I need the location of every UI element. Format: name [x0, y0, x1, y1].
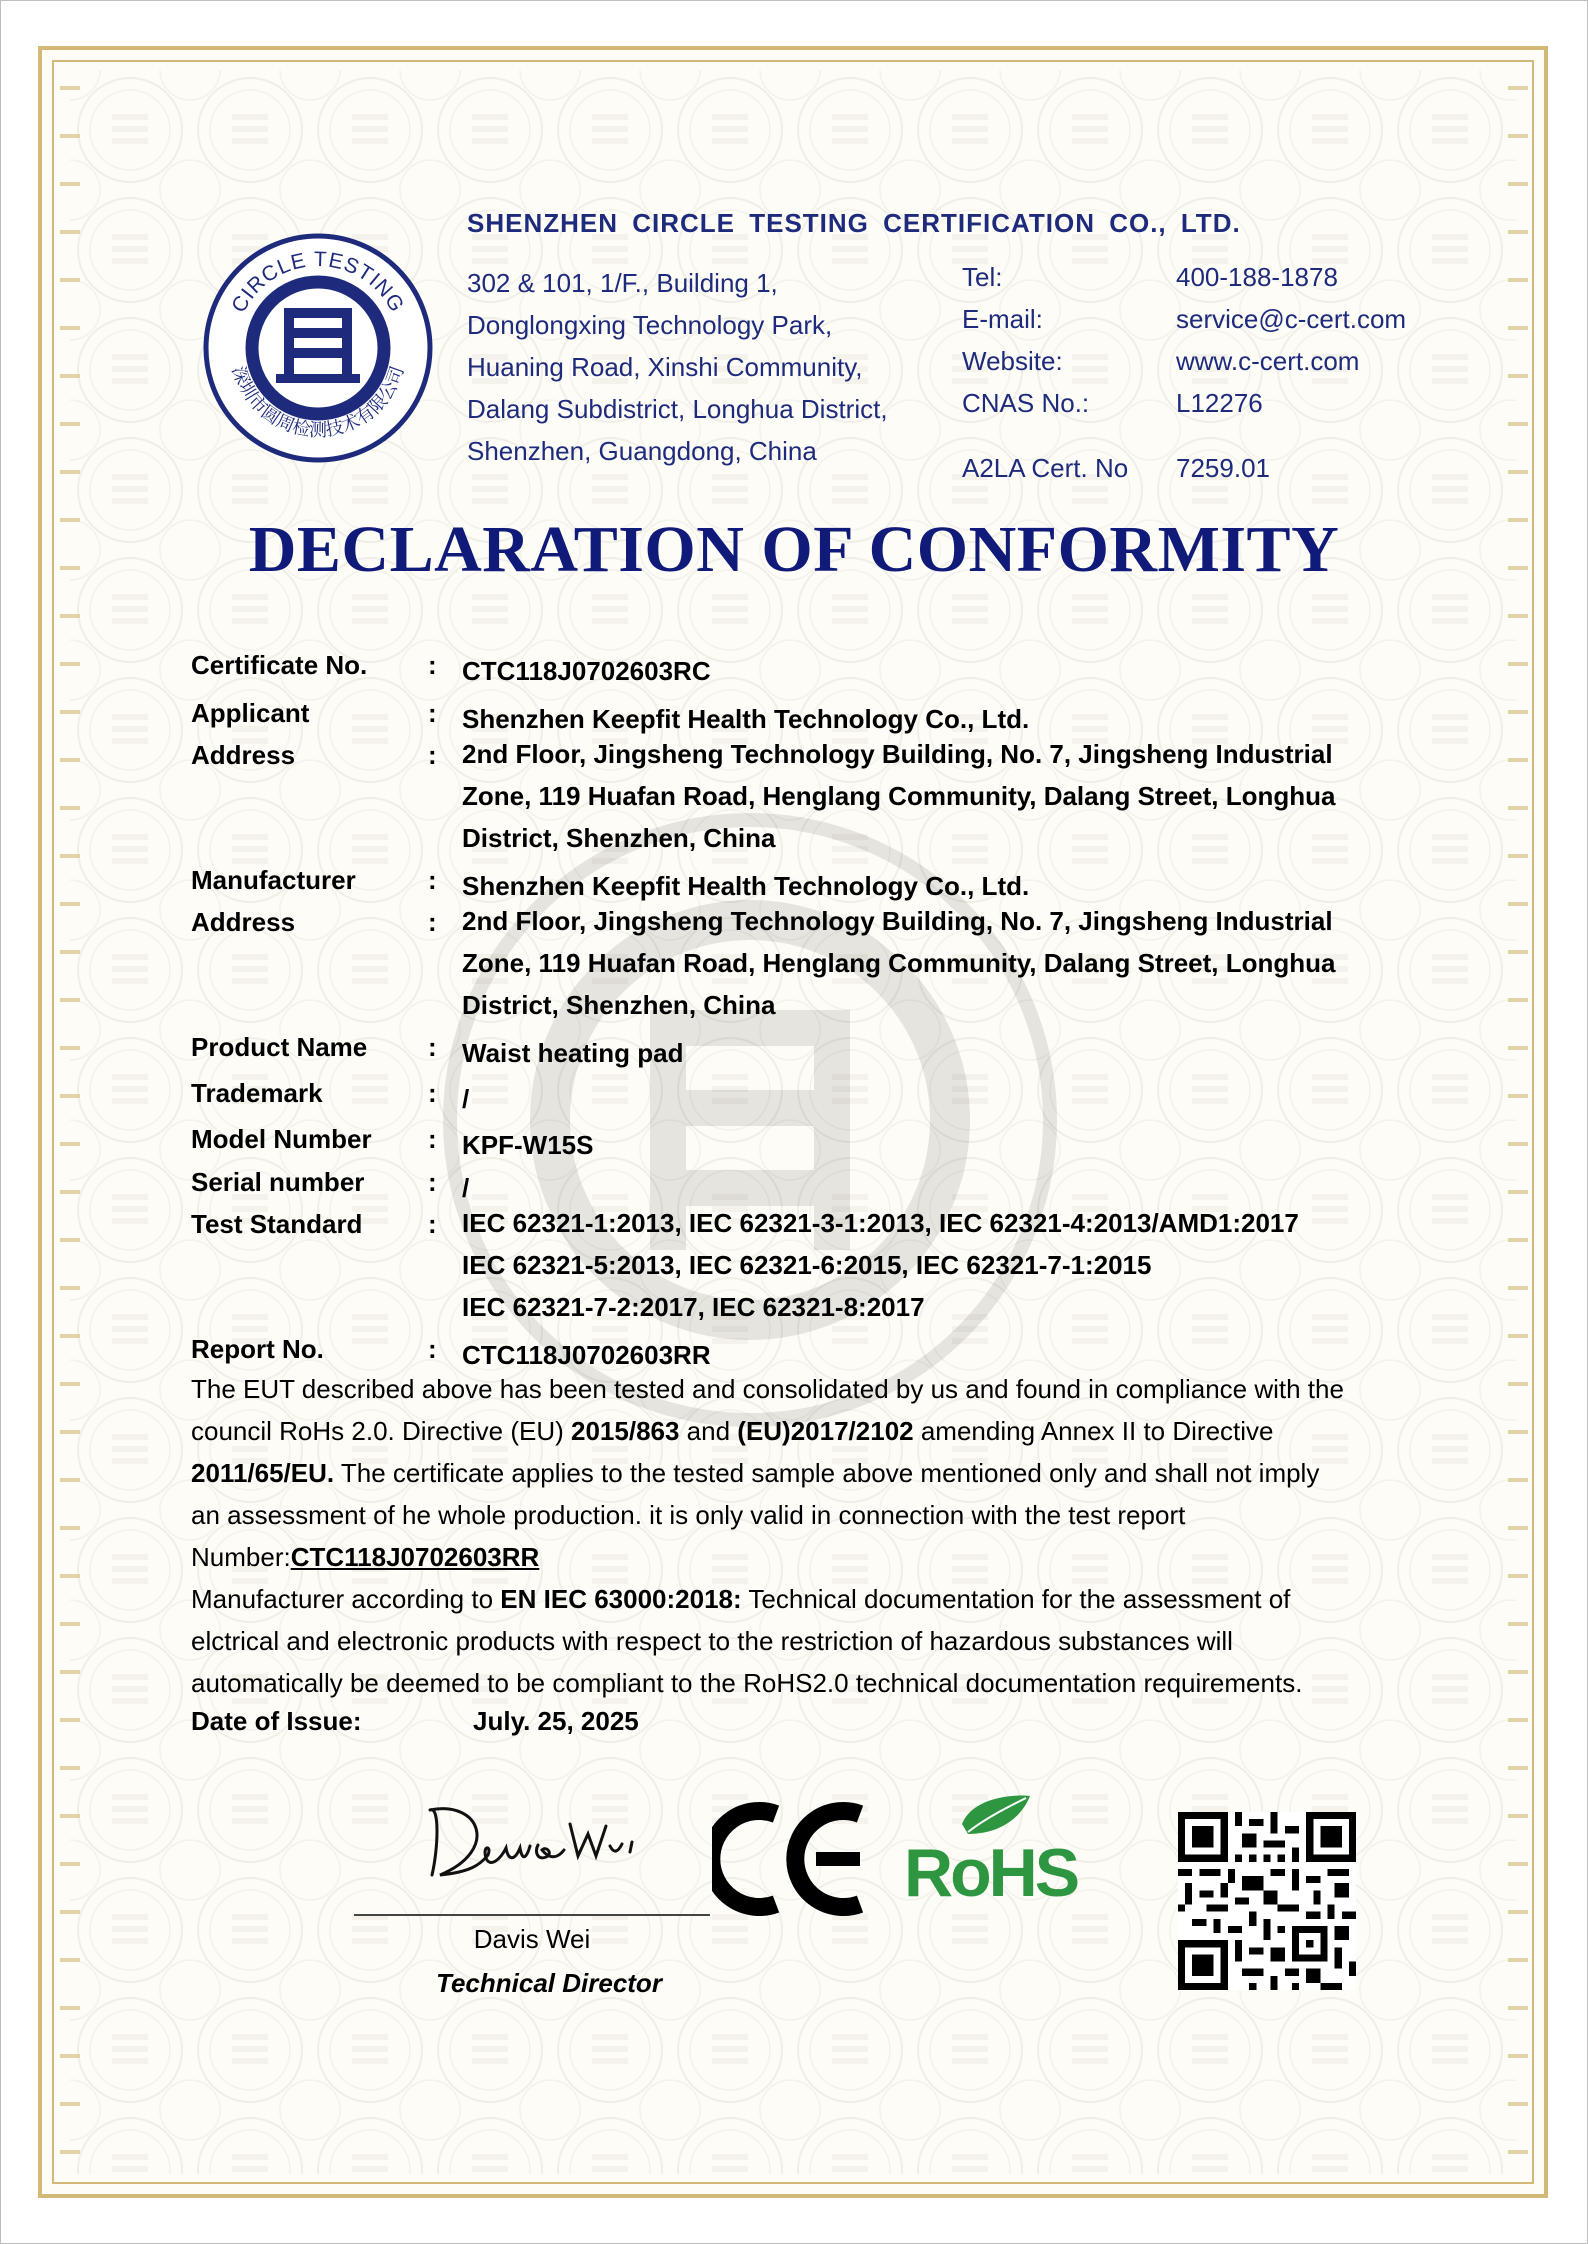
statement-text: Manufacturer according to — [191, 1584, 501, 1614]
company-name: SHENZHEN CIRCLE TESTING CERTIFICATION CO., LTD. — [467, 208, 1241, 238]
standard-line: IEC 62321-7-2:2017, IEC 62321-8:2017 — [462, 1292, 925, 1322]
address-line: Huaning Road, Xinshi Community, — [467, 352, 863, 382]
standard-ref: EN IEC 63000:2018: — [500, 1584, 742, 1614]
statement-text: elctrical and electronic products with respect to the restriction of hazardous substances will — [191, 1626, 1233, 1656]
field-value: Shenzhen Keepfit Health Technology Co., Ltd. — [462, 704, 1030, 734]
statement-line — [191, 1620, 1451, 1662]
directive-ref: (EU)2017/2102 — [737, 1416, 914, 1446]
field-label: Address — [191, 907, 296, 937]
date-of-issue-label: Date of Issue: — [191, 1706, 362, 1736]
directive-ref: 2015/863 — [571, 1416, 680, 1446]
report-number-ref: CTC118J0702603RR — [290, 1542, 540, 1572]
field-value: Waist heating pad — [462, 1038, 684, 1068]
field-label: Applicant — [191, 698, 310, 728]
address-line: Dalang Subdistrict, Longhua District, — [467, 394, 888, 424]
document-title: DECLARATION OF CONFORMITY — [248, 513, 1340, 586]
address-line: District, Shenzhen, China — [462, 823, 776, 853]
field-value: CTC118J0702603RC — [462, 656, 711, 686]
address-line: Zone, 119 Huafan Road, Henglang Community, Dalang Street, Longhua — [462, 781, 1336, 811]
field-colon: : — [428, 1032, 437, 1062]
contact-label: Tel: — [962, 262, 1003, 292]
statement-line — [191, 1578, 1451, 1620]
field-value: Shenzhen Keepfit Health Technology Co., Ltd. — [462, 871, 1030, 901]
ce-mark-icon — [712, 1800, 868, 1918]
field-colon: : — [428, 1078, 437, 1108]
address-line: Zone, 119 Huafan Road, Henglang Community, Dalang Street, Longhua — [462, 948, 1336, 978]
statement-text: and — [679, 1416, 738, 1446]
contact-label: E-mail: — [962, 304, 1043, 334]
compliance-statement — [191, 1368, 1451, 1704]
address-line: Shenzhen, Guangdong, China — [467, 436, 817, 466]
signature-icon — [410, 1790, 650, 1890]
contact-value: 7259.01 — [1176, 453, 1270, 483]
field-colon: : — [428, 650, 437, 680]
address-line: 2nd Floor, Jingsheng Technology Building, No. 7, Jingsheng Industrial — [462, 906, 1333, 936]
contact-value: www.c-cert.com — [1176, 346, 1360, 376]
contact-label: A2LA Cert. No — [962, 453, 1129, 483]
field-value: / — [462, 1084, 470, 1114]
qr-code-icon — [1178, 1812, 1356, 1990]
standard-line: IEC 62321-5:2013, IEC 62321-6:2015, IEC 62321-7-1:2015 — [462, 1250, 1152, 1280]
statement-line — [191, 1536, 1451, 1578]
field-label: Model Number — [191, 1124, 372, 1154]
field-colon: : — [428, 1167, 437, 1197]
company-address — [467, 262, 888, 472]
field-value — [462, 900, 1336, 1026]
ce-mark-text: CE — [712, 1800, 714, 1801]
statement-line — [191, 1662, 1451, 1704]
statement-text: Technical documentation for the assessment of — [741, 1584, 1291, 1614]
address-line: District, Shenzhen, China — [462, 990, 776, 1020]
field-value — [462, 1202, 1299, 1328]
circle-testing-seal-icon — [200, 230, 436, 466]
field-value: / — [462, 1173, 470, 1203]
statement-line — [191, 1368, 1451, 1410]
contact-value: 400-188-1878 — [1176, 262, 1338, 292]
field-label: Certificate No. — [191, 650, 368, 680]
contact-label: CNAS No.: — [962, 388, 1090, 418]
directive-ref: 2011/65/EU. — [191, 1458, 335, 1488]
statement-text: automatically be deemed to be compliant to the RoHS2.0 technical documentation requirements. — [191, 1668, 1303, 1698]
field-colon: : — [428, 1209, 437, 1239]
address-line: Donglongxing Technology Park, — [467, 310, 833, 340]
signer-name: Davis Wei — [473, 1924, 591, 1954]
field-label: Report No. — [191, 1334, 324, 1364]
field-label: Trademark — [191, 1078, 323, 1108]
address-line: 2nd Floor, Jingsheng Technology Building, No. 7, Jingsheng Industrial — [462, 739, 1333, 769]
field-colon: : — [428, 1334, 437, 1364]
signer-title: Technical Director — [436, 1968, 662, 1998]
seal-text-top: CIRCLE TESTING — [227, 247, 409, 317]
border-ruler-left — [56, 66, 84, 2178]
address-line: 302 & 101, 1/F., Building 1, — [467, 268, 778, 298]
statement-text: Number: — [191, 1542, 291, 1572]
field-colon: : — [428, 865, 437, 895]
statement-text: council RoHs 2.0. Directive (EU) — [191, 1416, 571, 1446]
field-colon: : — [428, 1124, 437, 1154]
field-colon: : — [428, 740, 437, 770]
field-label: Address — [191, 740, 296, 770]
statement-text: amending Annex II to Directive — [913, 1416, 1274, 1446]
date-of-issue-value: July. 25, 2025 — [473, 1706, 639, 1736]
statement-line — [191, 1410, 1451, 1452]
field-colon: : — [428, 907, 437, 937]
rohs-text: RoHS — [904, 1835, 1078, 1911]
signature-text: Davis Wei — [410, 1790, 415, 1791]
statement-text: The certificate applies to the tested sample above mentioned only and shall not imply — [334, 1458, 1320, 1488]
field-value: KPF-W15S — [462, 1130, 594, 1160]
field-label: Test Standard — [191, 1209, 363, 1239]
statement-line — [191, 1494, 1451, 1536]
signature-line — [354, 1914, 710, 1916]
field-label: Manufacturer — [191, 865, 356, 895]
contact-label: Website: — [962, 346, 1063, 376]
field-value — [462, 733, 1336, 859]
seal-text-bottom: 深圳市圆周检测技术有限公司 — [227, 363, 409, 441]
statement-line — [191, 1452, 1451, 1494]
field-label: Product Name — [191, 1032, 368, 1062]
border-ruler-right — [1504, 66, 1532, 2178]
statement-text: an assessment of he whole production. it is only valid in connection with the test report — [191, 1500, 1186, 1530]
contact-value: L12276 — [1176, 388, 1263, 418]
statement-text: The EUT described above has been tested and consolidated by us and found in compliance with the — [191, 1374, 1344, 1404]
standard-line: IEC 62321-1:2013, IEC 62321-3-1:2013, IEC 62321-4:2013/AMD1:2017 — [462, 1208, 1299, 1238]
field-label: Serial number — [191, 1167, 365, 1197]
contact-value: service@c-cert.com — [1176, 304, 1407, 334]
field-value: CTC118J0702603RR — [462, 1340, 711, 1370]
field-colon: : — [428, 698, 437, 728]
